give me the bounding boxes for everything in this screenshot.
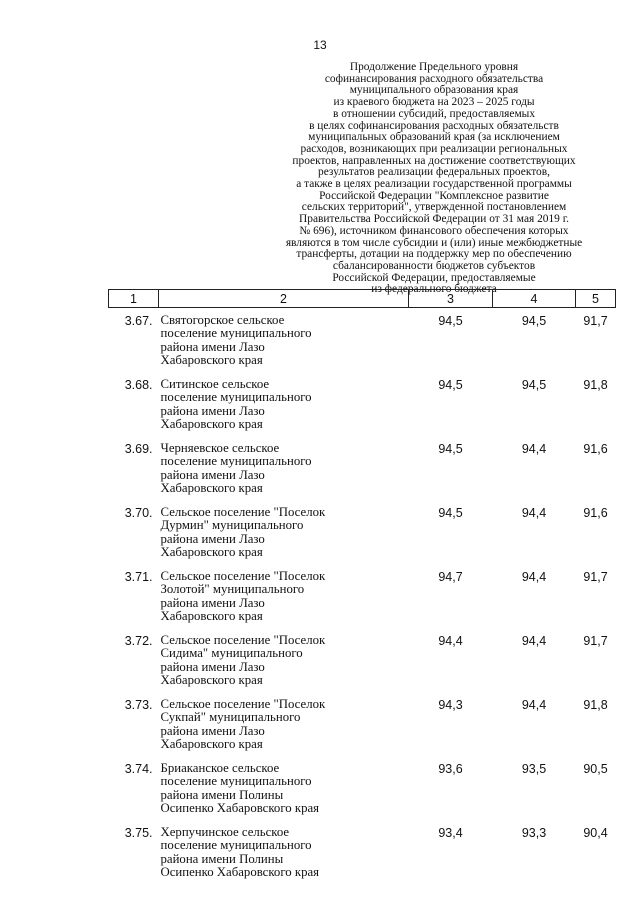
table-row — [109, 692, 616, 756]
table-row — [109, 372, 616, 436]
name-line: Херпучинское сельское — [160, 825, 290, 839]
table-row — [109, 820, 616, 884]
name-line: Хабаровского края — [160, 416, 263, 431]
row-number: 3.74. — [124, 762, 153, 776]
row-number: 3.73. — [124, 698, 153, 712]
value-year-2: 94,4 — [521, 442, 547, 456]
table-row — [109, 308, 616, 373]
name-line: Хабаровского края — [160, 544, 263, 559]
table-row — [109, 564, 616, 628]
value-year-3: 90,5 — [583, 762, 608, 776]
value-year-3: 91,8 — [583, 698, 608, 712]
value-year-3: 90,4 — [583, 826, 608, 840]
row-number: 3.70. — [124, 506, 153, 520]
column-header-value-1: 3 — [409, 290, 493, 308]
value-year-1: 93,4 — [438, 826, 463, 840]
value-year-1: 93,6 — [438, 762, 463, 776]
value-year-1: 94,3 — [438, 698, 463, 712]
value-year-1: 94,4 — [438, 634, 463, 648]
name-line: Сельское поселение "Поселок — [160, 633, 326, 647]
value-year-2: 94,5 — [521, 378, 547, 392]
name-line: района имени Лазо — [160, 659, 265, 674]
value-year-2: 93,3 — [521, 826, 547, 840]
municipality-name — [159, 820, 409, 884]
name-line: Хабаровского края — [160, 736, 263, 751]
heading-line: трансферты, дотации на поддержку мер по обеспечению — [296, 248, 572, 261]
name-line: района имени Полины — [160, 787, 284, 802]
heading-line: Правительства Российской Федерации от 31 мая 2019 г. — [299, 213, 569, 226]
name-line: поселение муниципального — [160, 838, 312, 853]
name-line: Осипенко Хабаровского края — [160, 864, 320, 879]
municipality-name — [159, 564, 409, 628]
value-year-1: 94,5 — [438, 442, 463, 456]
column-header-value-3: 5 — [576, 290, 616, 308]
table-row — [109, 756, 616, 820]
table-header-row — [109, 290, 616, 308]
value-year-2: 93,5 — [521, 762, 547, 776]
continuation-heading — [258, 62, 610, 296]
column-header-name: 2 — [159, 290, 409, 308]
row-number: 3.69. — [124, 442, 153, 456]
value-year-3: 91,7 — [583, 570, 608, 584]
heading-line: проектов, направленных на достижение соответствующих — [292, 154, 576, 167]
row-number: 3.68. — [124, 378, 153, 392]
heading-line: Российской Федерации, предоставляемые — [332, 271, 536, 284]
name-line: Дурмин" муниципального — [160, 518, 304, 533]
name-line: поселение муниципального — [160, 390, 312, 405]
name-line: поселение муниципального — [160, 454, 312, 469]
heading-line: являются в том числе субсидии и (или) иные межбюджетные — [285, 236, 583, 249]
name-line: района имени Лазо — [160, 339, 265, 354]
name-line: Осипенко Хабаровского края — [160, 800, 320, 815]
heading-line: Российской Федерации "Комплексное развитие — [319, 189, 549, 202]
name-line: района имени Лазо — [160, 595, 265, 610]
cofinancing-table — [108, 289, 616, 884]
name-line: района имени Лазо — [160, 723, 265, 738]
name-line: района имени Лазо — [160, 531, 265, 546]
column-header-value-2: 4 — [493, 290, 576, 308]
name-line: Сельское поселение "Поселок — [160, 569, 326, 583]
value-year-1: 94,5 — [438, 314, 463, 328]
name-line: района имени Лазо — [160, 403, 265, 418]
table-row — [109, 436, 616, 500]
row-number: 3.71. — [124, 570, 153, 584]
heading-line: в целях софинансирования расходных обязательств — [309, 119, 559, 132]
heading-line: в отношении субсидий, предоставляемых — [332, 107, 536, 120]
heading-line: муниципального образования края — [349, 84, 519, 97]
heading-line: из федерального бюджета — [371, 283, 497, 296]
heading-line: № 696), источником финансового обеспечения которых — [299, 224, 569, 237]
municipality-name — [159, 692, 409, 756]
value-year-1: 94,5 — [438, 506, 463, 520]
value-year-1: 94,5 — [438, 378, 463, 392]
heading-line: Продолжение Предельного уровня — [349, 61, 519, 73]
value-year-3: 91,6 — [583, 506, 608, 520]
name-line: Сельское поселение "Поселок — [160, 697, 326, 711]
municipality-name — [159, 308, 409, 373]
table-row — [109, 500, 616, 564]
row-number: 3.75. — [124, 826, 153, 840]
name-line: поселение муниципального — [160, 774, 312, 789]
name-line: района имени Лазо — [160, 467, 265, 482]
value-year-2: 94,4 — [521, 634, 547, 648]
column-header-number: 1 — [109, 290, 159, 308]
municipality-name — [159, 756, 409, 820]
name-line: Золотой" муниципального — [160, 582, 305, 597]
value-year-1: 94,7 — [438, 570, 463, 584]
row-number: 3.72. — [124, 634, 153, 648]
municipality-name — [159, 500, 409, 564]
name-line: Хабаровского края — [160, 480, 263, 495]
name-line: Ситинское сельское — [160, 377, 270, 391]
value-year-3: 91,6 — [583, 442, 608, 456]
name-line: Святогорское сельское — [160, 313, 285, 327]
name-line: района имени Полины — [160, 851, 284, 866]
name-line: Сельское поселение "Поселок — [160, 505, 326, 519]
name-line: Сидима" муниципального — [160, 646, 303, 661]
heading-line: сбалансированности бюджетов субъектов — [332, 259, 536, 272]
value-year-2: 94,4 — [521, 698, 547, 712]
heading-line: сельских территорий", утвержденной постановлением — [301, 201, 567, 214]
municipality-name — [159, 628, 409, 692]
heading-line: из краевого бюджета на 2023 – 2025 годы — [333, 96, 535, 109]
heading-line: результатов реализации федеральных проектов, — [318, 166, 550, 179]
table-row — [109, 628, 616, 692]
value-year-3: 91,7 — [583, 634, 608, 648]
value-year-3: 91,7 — [583, 314, 608, 328]
name-line: Хабаровского края — [160, 672, 263, 687]
name-line: Бриаканское сельское — [160, 761, 280, 775]
name-line: Сукпай" муниципального — [160, 710, 301, 725]
municipality-name — [159, 436, 409, 500]
name-line: Хабаровского края — [160, 352, 263, 367]
municipality-name — [159, 372, 409, 436]
name-line: Хабаровского края — [160, 608, 263, 623]
value-year-2: 94,5 — [521, 314, 547, 328]
heading-line: софинансирования расходного обязательства — [324, 72, 544, 85]
value-year-2: 94,4 — [521, 506, 547, 520]
heading-line: муниципальных образований края (за исключением — [308, 131, 560, 144]
value-year-2: 94,4 — [521, 570, 547, 584]
name-line: поселение муниципального — [160, 326, 312, 341]
name-line: Черняевское сельское — [160, 441, 280, 455]
row-number: 3.67. — [124, 314, 153, 328]
heading-line: а также в целях реализации государственной программы — [296, 178, 572, 191]
heading-line: расходов, возникающих при реализации региональных — [300, 142, 568, 155]
value-year-3: 91,8 — [583, 378, 608, 392]
page-number: 13 — [313, 38, 327, 52]
